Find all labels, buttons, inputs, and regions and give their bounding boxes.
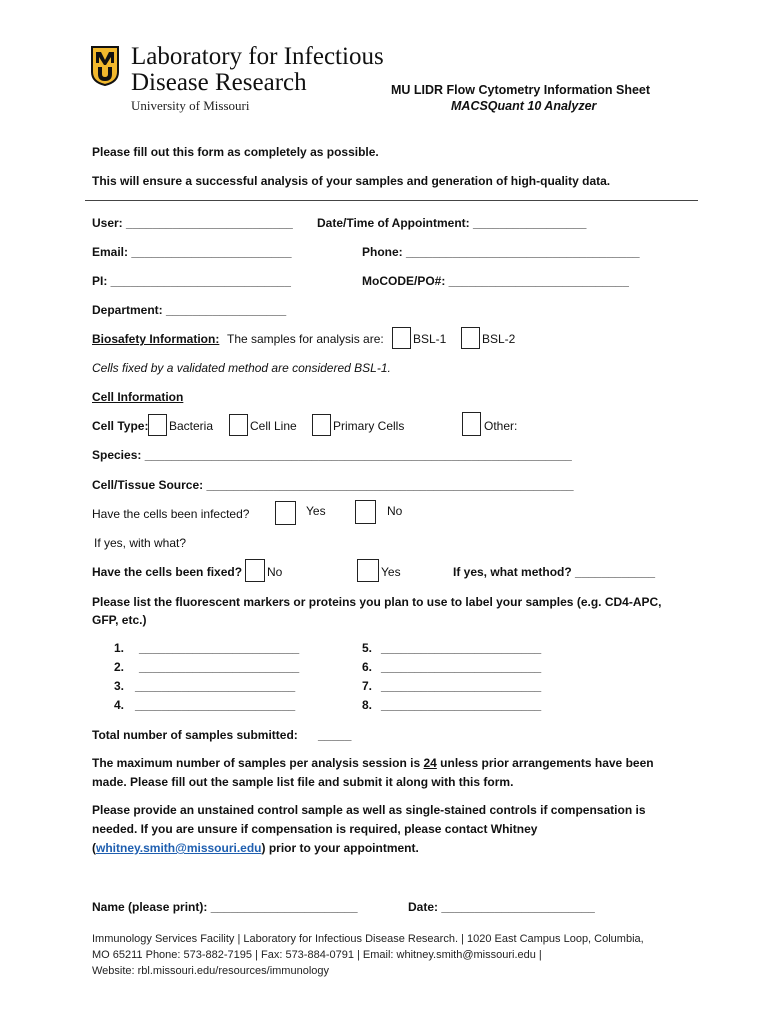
- user-field[interactable]: User: _________________________: [92, 216, 293, 230]
- markers-prompt-line1: Please list the fluorescent markers or proteins you plan to use to label your samples (e.g. CD4-APC,: [92, 595, 662, 609]
- date-field[interactable]: Date: _______________________: [408, 900, 595, 914]
- max-info-line1: The maximum number of samples per analysis session is 24 unless prior arrangements have been: [92, 756, 654, 770]
- max-info-line2: made. Please fill out the sample list file and submit it along with this form.: [92, 775, 514, 789]
- marker-blank-4[interactable]: ________________________: [135, 698, 296, 712]
- infected-yes-label: Yes: [306, 504, 326, 518]
- footer-line3: Website: rbl.missouri.edu/resources/immunology: [92, 965, 329, 977]
- marker-number: 5.: [362, 641, 373, 655]
- bsl2-checkbox[interactable]: [461, 327, 480, 349]
- footer-line1: Immunology Services Facility | Laboratory for Infectious Disease Research. | 1020 East Campus Loop, Columbia,: [92, 933, 644, 945]
- infected-question: Have the cells been infected?: [92, 507, 250, 521]
- mocode-field[interactable]: MoCODE/PO#: ___________________________: [362, 274, 629, 288]
- controls-line1: Please provide an unstained control sample as well as single-stained controls if compensation is: [92, 803, 646, 817]
- fixed-question: Have the cells been fixed?: [92, 565, 243, 579]
- fixed-yes-checkbox[interactable]: [357, 559, 379, 582]
- divider: [85, 200, 698, 201]
- marker-blank-3[interactable]: ________________________: [135, 679, 296, 693]
- bacteria-label: Bacteria: [169, 419, 214, 433]
- other-label: Other:: [484, 419, 518, 433]
- marker-number: 3.: [114, 679, 125, 693]
- bsl2-label: BSL-2: [482, 332, 516, 346]
- marker-blank-2[interactable]: ________________________: [139, 660, 300, 674]
- if-yes-what: If yes, with what?: [94, 536, 187, 550]
- bsl1-checkbox[interactable]: [392, 327, 411, 349]
- marker-blank-6[interactable]: ________________________: [381, 660, 542, 674]
- bacteria-checkbox[interactable]: [148, 414, 167, 436]
- cell-info-heading: Cell Information: [92, 390, 184, 404]
- footer-line2: MO 65211 Phone: 573-882-7195 | Fax: 573-884-0791 | Email: whitney.smith@missouri.edu |: [92, 949, 542, 961]
- sheet-subtitle: MACSQuant 10 Analyzer: [451, 99, 597, 113]
- markers-prompt-line2: GFP, etc.): [92, 613, 147, 627]
- phone-field[interactable]: Phone: ___________________________________: [362, 245, 640, 259]
- fixed-no-label: No: [267, 565, 283, 579]
- primary-cells-checkbox[interactable]: [312, 414, 331, 436]
- department-field[interactable]: Department: __________________: [92, 303, 287, 317]
- mu-logo-icon: [91, 46, 119, 86]
- biosafety-note: Cells fixed by a validated method are considered BSL-1.: [92, 361, 391, 375]
- fixed-no-checkbox[interactable]: [245, 559, 265, 582]
- biosafety-prompt: The samples for analysis are:: [227, 332, 384, 346]
- lab-name-line1: Laboratory for Infectious: [131, 43, 384, 70]
- source-field[interactable]: Cell/Tissue Source: _______________________________________________________: [92, 478, 574, 492]
- controls-line3: (whitney.smith@missouri.edu) prior to your appointment.: [92, 841, 419, 855]
- marker-number: 1.: [114, 641, 125, 655]
- controls-line2: needed. If you are unsure if compensation is required, please contact Whitney: [92, 822, 538, 836]
- infected-yes-checkbox[interactable]: [275, 501, 296, 525]
- marker-blank-1[interactable]: ________________________: [139, 641, 300, 655]
- intro-line-2: This will ensure a successful analysis of your samples and generation of high-quality data.: [92, 174, 611, 188]
- total-samples-label: Total number of samples submitted:: [92, 728, 298, 742]
- pi-field[interactable]: PI: ___________________________: [92, 274, 291, 288]
- intro-line-1: Please fill out this form as completely as possible.: [92, 145, 379, 159]
- marker-number: 4.: [114, 698, 125, 712]
- datetime-field[interactable]: Date/Time of Appointment: _________________: [317, 216, 587, 230]
- bsl1-label: BSL-1: [413, 332, 447, 346]
- name-print-field[interactable]: Name (please print): ______________________: [92, 900, 358, 914]
- cell-line-label: Cell Line: [250, 419, 297, 433]
- infected-no-label: No: [387, 504, 403, 518]
- method-field[interactable]: If yes, what method? ____________: [453, 565, 656, 579]
- marker-number: 8.: [362, 698, 373, 712]
- lab-name-line2: Disease Research: [131, 69, 307, 96]
- total-samples-field[interactable]: _____: [318, 728, 352, 742]
- cell-type-label: Cell Type:: [92, 419, 149, 433]
- other-checkbox[interactable]: [462, 412, 481, 436]
- primary-cells-label: Primary Cells: [333, 419, 405, 433]
- cell-line-checkbox[interactable]: [229, 414, 248, 436]
- marker-number: 2.: [114, 660, 125, 674]
- biosafety-heading: Biosafety Information:: [92, 332, 220, 346]
- marker-number: 7.: [362, 679, 373, 693]
- marker-number: 6.: [362, 660, 373, 674]
- email-field[interactable]: Email: ________________________: [92, 245, 292, 259]
- university-name: University of Missouri: [131, 98, 250, 113]
- marker-blank-8[interactable]: ________________________: [381, 698, 542, 712]
- infected-no-checkbox[interactable]: [355, 500, 376, 524]
- sheet-title: MU LIDR Flow Cytometry Information Sheet: [391, 83, 651, 97]
- contact-email-link[interactable]: whitney.smith@missouri.edu: [96, 841, 262, 855]
- marker-blank-5[interactable]: ________________________: [381, 641, 542, 655]
- max-samples-number: 24: [423, 756, 437, 770]
- fixed-yes-label: Yes: [381, 565, 401, 579]
- marker-blank-7[interactable]: ________________________: [381, 679, 542, 693]
- species-field[interactable]: Species: ________________________________________________________________: [92, 448, 572, 462]
